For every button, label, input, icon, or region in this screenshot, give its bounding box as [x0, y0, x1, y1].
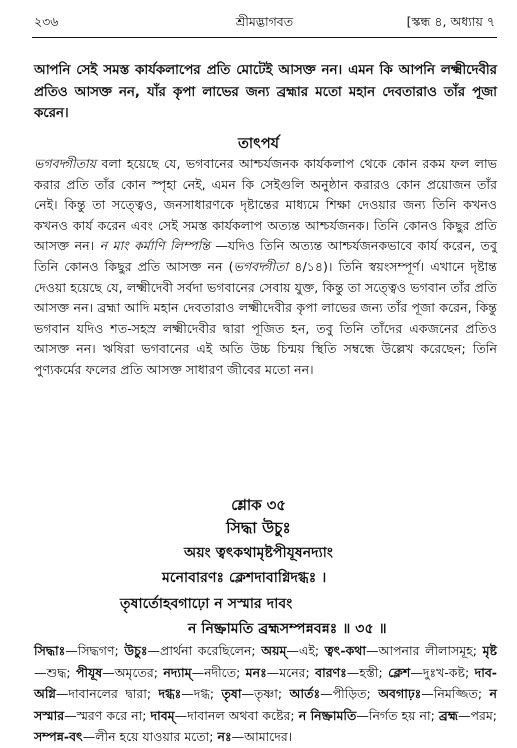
synonym-dash: —	[266, 664, 280, 680]
synonym-word: সিদ্ধাঃ	[34, 643, 66, 658]
synonym-dash: —	[64, 707, 77, 723]
synonym-word: দগ্ধঃ	[158, 686, 182, 701]
synonym-dash: —	[356, 707, 369, 723]
synonym-dash: —	[102, 664, 115, 680]
page-number: ২৩৬	[34, 14, 59, 29]
synonym-dash: —	[286, 643, 299, 658]
synonym-dash: —	[421, 686, 434, 701]
synonym-word: দাবম্	[150, 707, 175, 723]
synonym-meaning: শুদ্ধ;	[46, 664, 77, 680]
synonym-word: উচুঃ	[124, 643, 148, 658]
purport-text: ৪/১৪)। তিনি স্বয়ংসম্পূর্ণ। এখানে দৃষ্টান্ত দেওয়া হয়েছে যে, লক্ষ্মীদেবী সর্বদা ভগবানের সেবায় যুক্ত, কিন্তু তা সত্ত্বেও ভগবান তাঁর প্রতি আসক্ত নন। ব্রহ্মা আদি মহান দেবতারাও লক্ষ্মীদেবীর কৃপা লাভের জন্য তাঁর পূজা করেন, কিন্তু ভগবান যদিও শত-সহস্র লক্ষ্মীদেবীর দ্বারা পূজিত হন, তবু তিনি তাঁদের একজনের প্রতিও আসক্ত নন। ঋষিরা ভগবানের এই অতি উচ্চ চিন্ময় স্থিতি সম্বন্ধে উল্লেখ করেছেন; তিনি পুণ্যকর্মের ফলের প্রতি আসক্ত সাধারণ জীবের মতো নন।	[34, 258, 497, 377]
translation-text: আপনি সেই সমস্ত কার্যকলাপের প্রতি মোটেই আসক্ত নন। এমন কি আপনি লক্ষ্মীদেবীর প্রতিও আসক্ত নন, যাঁর কৃপা লাভের জন্য ব্রহ্মার মতো মহান দেবতারাও তাঁর পূজা করেন।	[34, 63, 497, 121]
synonym-meaning: এই;	[298, 643, 325, 658]
synonym-dash: —	[181, 686, 194, 701]
sanskrit-line: অয়ং ত্বৎকথামৃষ্টপীযূষনদ্যাং	[184, 545, 333, 561]
synonym-meaning: দুঃখ-কষ্ট;	[422, 664, 475, 680]
synonym-meaning: মনের;	[279, 664, 316, 680]
synonym-word: পীযূষ	[76, 664, 103, 680]
verse-speaker: সিদ্ধা উচুঃ	[226, 519, 291, 537]
purport-quote: ন মাং কর্মাণি লিম্পন্তি	[99, 238, 210, 254]
running-header	[34, 14, 495, 32]
synonym-dash: —	[410, 664, 423, 680]
synonym-meaning: স্মরণ করে না;	[76, 707, 151, 723]
sanskrit-line: ন নিষ্ক্রামতি ব্রহ্মসম্পন্নবন্নঃ ॥ ৩৫ ॥	[188, 621, 387, 637]
synonym-word: ত্বৎ-কথা	[324, 643, 366, 658]
synonym-meaning: লীন হয়ে যাওয়ার মতো;	[95, 729, 218, 744]
synonym-meaning: দাবানল অথবা কষ্টের;	[187, 707, 299, 723]
synonym-meaning: নিমজ্জিত;	[433, 686, 490, 701]
verse-number: শ্লোক ৩৫	[231, 497, 286, 514]
purport-text: বলা হয়েছে যে, ভগবানের আশ্চর্যজনক কার্যকলাপ থেকে কোন রকম ফল লাভ করার প্রতি তাঁর কোন স্পৃহা নেই, এমন কি সেইগুলি অনুষ্ঠান করারও কোন প্রয়োজন তাঁর নেই। কিন্তু তা সত্ত্বেও, জনসাধারণকে দৃষ্টান্তের মাধ্যমে শিক্ষা দেওয়ার জন্য তিনি কখনও কখনও কার্য করেন এবং সেই সমস্ত কার্যকলাপ অত্যন্ত আশ্চর্যজনক। তিনি কোনও কিছুর প্রতি আসক্ত নন।	[34, 156, 497, 254]
sanskrit-line: মনোবারণঃ ক্লেশদাবাগ্নিদগ্ধঃ ।	[162, 570, 327, 586]
synonym-word: ব্রহ্ম	[438, 707, 458, 723]
synonym-meaning: আমাদের।	[244, 729, 293, 744]
book-title: শ্রীমদ্ভাগবত	[235, 14, 294, 29]
synonym-dash: —	[365, 643, 379, 658]
synonym-dash: —	[147, 643, 161, 658]
synonym-word: আর্তঃ	[289, 686, 321, 701]
synonym-meaning: পরম;	[470, 707, 497, 723]
synonym-dash: —	[174, 707, 188, 723]
synonym-meaning: সিদ্ধগণ;	[77, 643, 125, 658]
synonym-word: তৃষা	[221, 686, 242, 701]
synonym-dash: —	[241, 686, 254, 701]
synonym-meaning: দগ্ধ;	[193, 686, 222, 701]
synonym-dash: —	[457, 707, 471, 723]
purport-paragraph	[34, 154, 497, 381]
synonym-meaning: অমৃতের;	[114, 664, 164, 680]
synonym-word: দাব-অগ্নি	[34, 664, 497, 701]
synonym-word: নঃ	[217, 729, 232, 744]
synonym-dash: —	[346, 664, 360, 680]
synonym-dash: —	[55, 686, 69, 701]
synonym-word: ক্লেশ	[388, 664, 411, 680]
synonym-meaning: প্রার্থনা করেছিলেন;	[160, 643, 262, 658]
sanskrit-line: তৃষার্তোহবগাঢ়ো ন সস্মার দাবং	[120, 596, 293, 612]
canto-chapter-reference: [স্কন্ধ ৪, অধ্যায় ৭	[406, 14, 495, 29]
synonym-word: মনঃ	[245, 664, 267, 680]
synonym-meaning: নির্গত হয় না;	[368, 707, 439, 723]
synonym-dash: —	[231, 729, 245, 744]
synonym-meaning: তৃষ্ণা;	[253, 686, 290, 701]
synonym-word: মৃষ্ট	[482, 643, 498, 658]
purport-body	[34, 154, 497, 381]
synonym-word: অয়ম্	[261, 643, 287, 658]
synonym-word: ন নিষ্ক্রামতি	[298, 707, 357, 723]
synonym-meaning: আপনার লীলাসমূহ;	[378, 643, 483, 658]
synonym-meaning: হস্তী;	[359, 664, 389, 680]
synonym-dash: —	[320, 686, 333, 701]
synonym-word: নদ্যাম্	[163, 664, 192, 680]
synonym-word: সম্পন্ন-বৎ	[34, 729, 83, 744]
synonym-meaning: পীড়িত;	[332, 686, 379, 701]
purport-citation: ভগবদ্গীতা	[233, 258, 289, 274]
synonym-meaning: নদীতে;	[204, 664, 246, 680]
synonym-word: ন সস্মার	[34, 686, 497, 723]
word-for-word-synonyms	[34, 640, 497, 748]
purport-citation: ভগবদ্গীতায়	[34, 156, 97, 171]
purport-text: —যদিও তিনি অত্যন্ত আশ্চর্যজনকভাবে কার্য করেন, তবু তিনি কোনও কিছুর প্রতি আসক্ত নন (	[34, 238, 497, 274]
synonym-dash: —	[34, 664, 47, 680]
synonym-dash: —	[82, 729, 96, 744]
synonym-word: বারণঃ	[315, 664, 347, 680]
synonym-meaning: দাবানলের দ্বারা;	[68, 686, 159, 701]
synonym-word: অবগাঢ়ঃ	[378, 686, 422, 701]
header-rule	[32, 37, 497, 38]
synonym-dash: —	[191, 664, 205, 680]
purport-heading: তাৎপর্য	[237, 136, 280, 152]
synonym-dash: —	[65, 643, 78, 658]
